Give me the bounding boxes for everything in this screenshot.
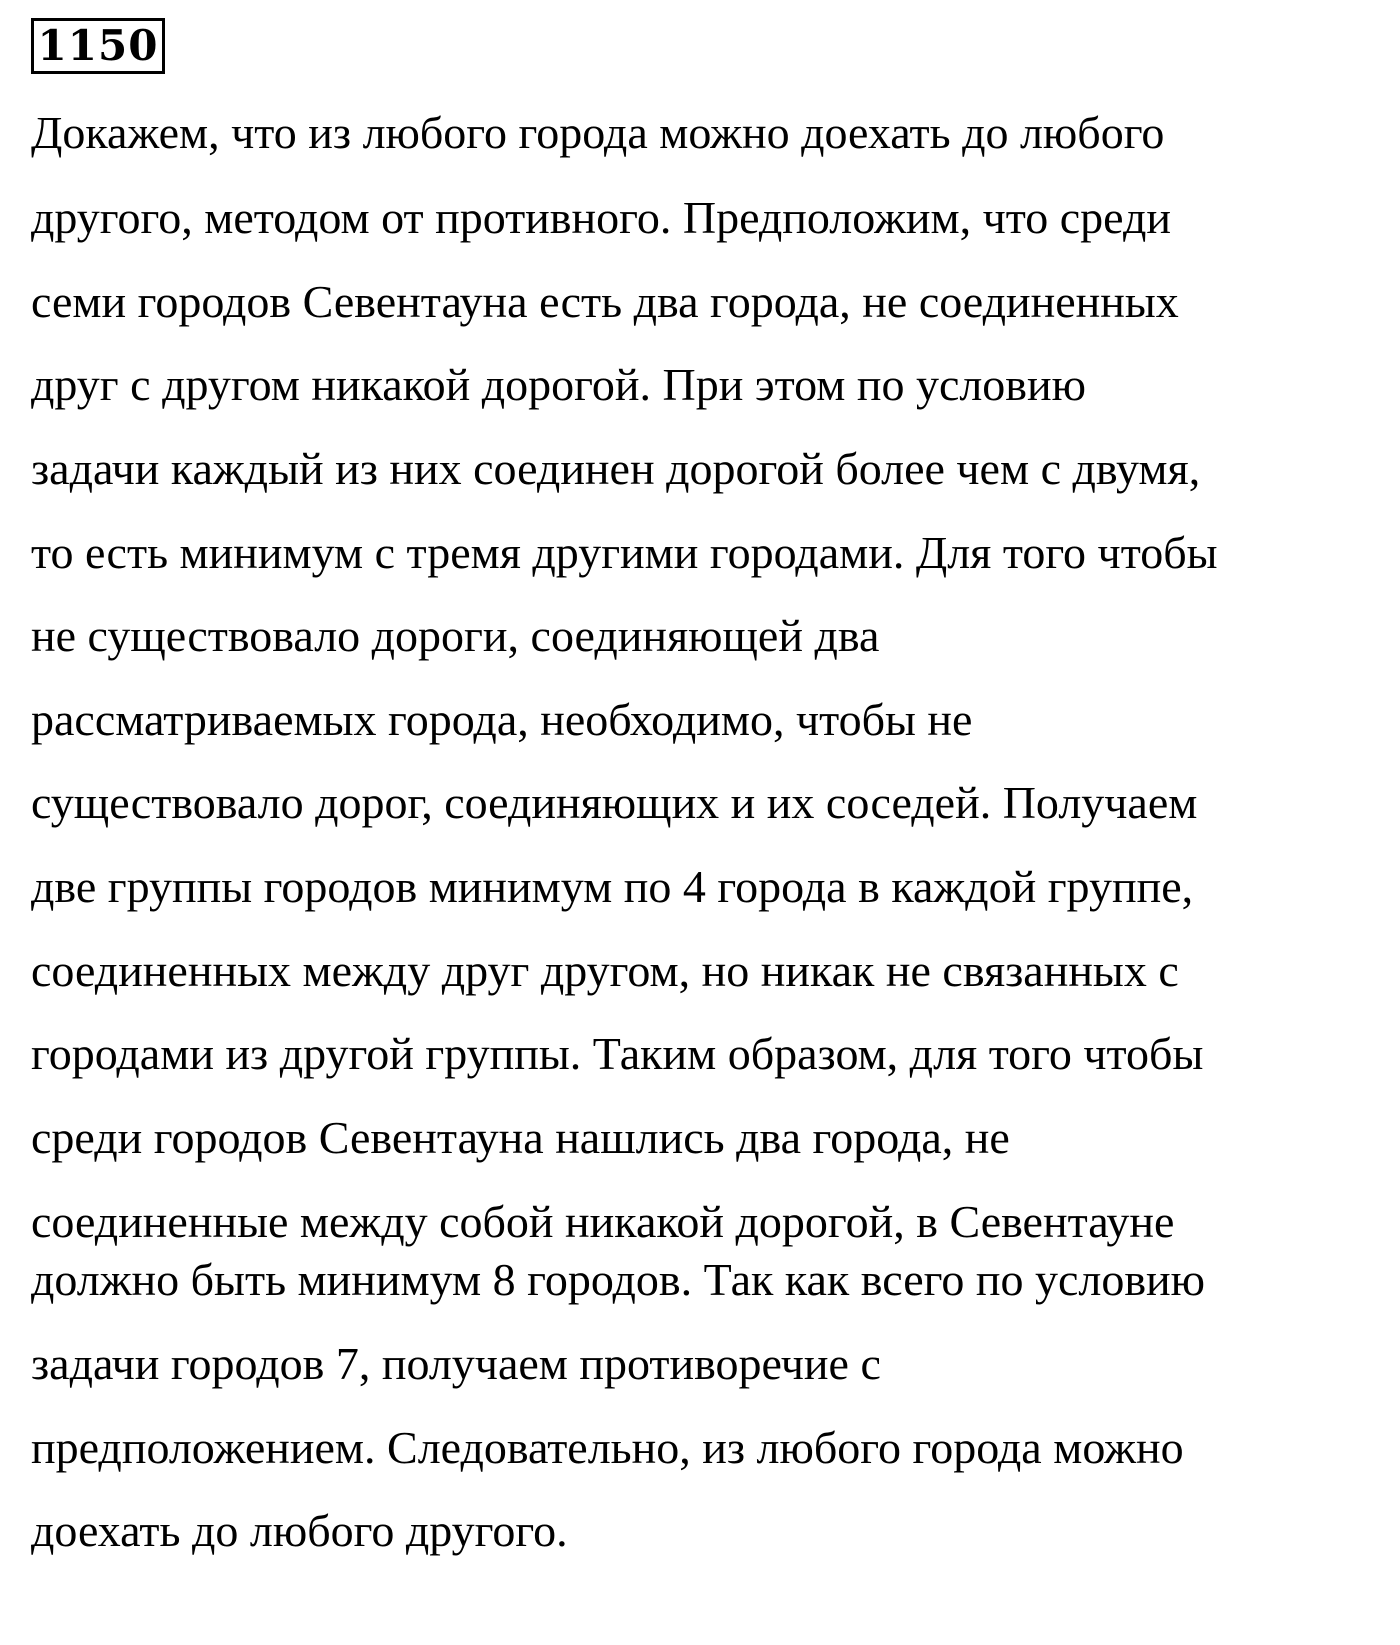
solution-line: среди городов Севентауна нашлись два города, не <box>31 1112 1010 1163</box>
solution-line: то есть минимум с тремя другими городами. Для того чтобы <box>31 527 1218 578</box>
solution-line: предположением. Следовательно, из любого города можно <box>31 1422 1184 1473</box>
solution-line: задачи городов 7, получаем противоречие с <box>31 1338 881 1389</box>
solution-line: друг с другом никакой дорогой. При этом по условию <box>31 359 1087 410</box>
solution-line: не существовало дороги, соединяющей два <box>31 610 880 661</box>
solution-line: Докажем, что из любого города можно доехать до любого <box>31 107 1165 158</box>
solution-line: соединенные между собой никакой дорогой, в Севентауне <box>31 1196 1175 1247</box>
solution-line: две группы городов минимум по 4 города в каждой группе, <box>31 861 1194 912</box>
problem-number-box: 1150 <box>31 18 165 74</box>
solution-line: задачи каждый из них соединен дорогой более чем с двумя, <box>31 443 1201 494</box>
solution-line: другого, методом от противного. Предположим, что среди <box>31 192 1172 243</box>
solution-line: семи городов Севентауна есть два города, не соединенных <box>31 276 1179 327</box>
solution-line: рассматриваемых города, необходимо, чтобы не <box>31 694 973 745</box>
solution-line: доехать до любого другого. <box>31 1505 568 1556</box>
solution-line: должно быть минимум 8 городов. Так как всего по условию <box>31 1254 1206 1305</box>
solution-line: соединенных между друг другом, но никак не связанных с <box>31 945 1179 996</box>
solution-line: существовало дорог, соединяющих и их соседей. Получаем <box>31 777 1198 828</box>
solution-line: городами из другой группы. Таким образом, для того чтобы <box>31 1028 1204 1079</box>
